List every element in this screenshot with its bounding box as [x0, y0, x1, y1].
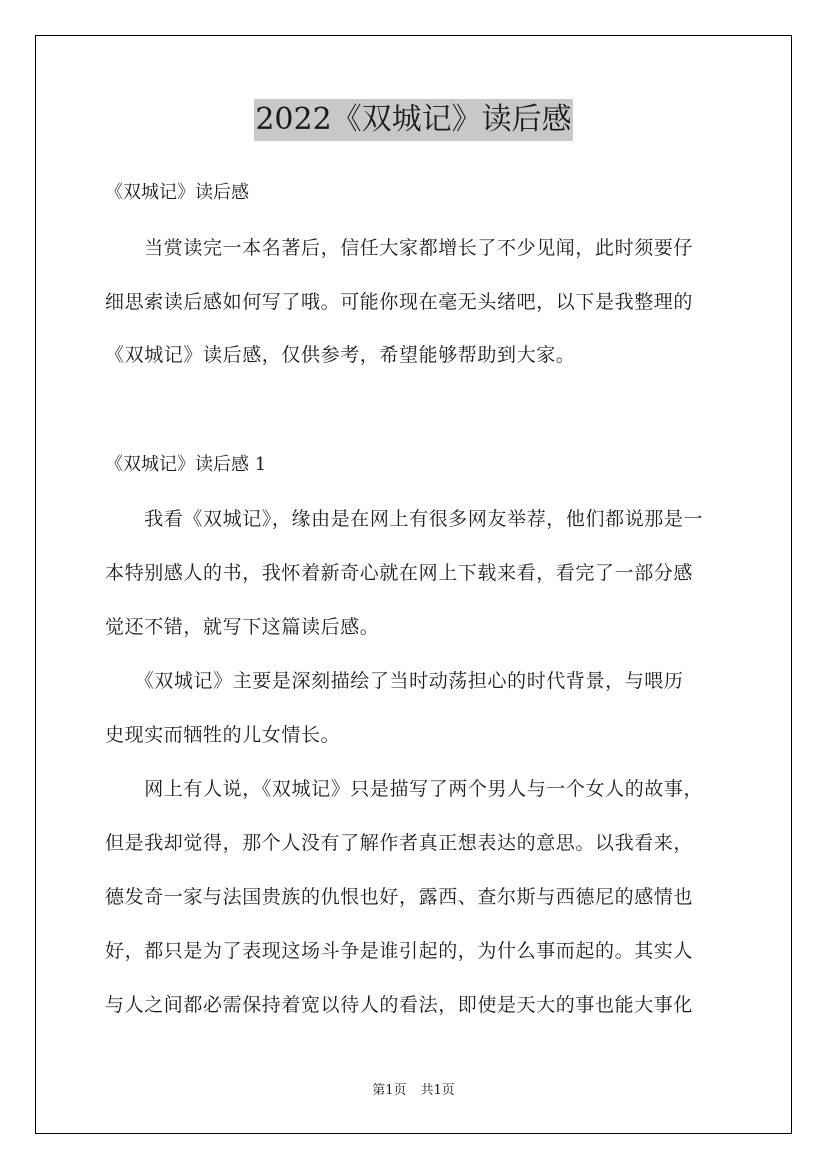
page-number: 第1页: [372, 1083, 407, 1098]
body-line: 德发奇一家与法国贵族的仇恨也好，露西、查尔斯与西德尼的感情也: [105, 886, 694, 908]
document-title: 2022《双城记》读后感: [254, 99, 572, 141]
body-line: 本特别感人的书，我怀着新奇心就在网上下载来看，看完了一部分感: [105, 562, 694, 584]
page-total: 共1页: [420, 1083, 455, 1098]
section-heading: 《双城记》读后感 1: [105, 454, 267, 475]
intro-heading: 《双城记》读后感: [105, 182, 249, 203]
body-line: 好，都只是为了表现这场斗争是谁引起的，为什么事而起的。其实人: [105, 940, 694, 962]
body-line: 觉还不错，就写下这篇读后感。: [105, 616, 380, 638]
body-line: 网上有人说，《双城记》只是描写了两个男人与一个女人的故事，: [105, 778, 704, 800]
intro-line: 细思索读后感如何写了哦。可能你现在毫无头绪吧，以下是我整理的: [105, 291, 694, 313]
intro-line: 当赏读完一本名著后，信任大家都增长了不少见闻，此时须要仔: [105, 237, 694, 259]
intro-line: 《双城记》读后感，仅供参考，希望能够帮助到大家。: [105, 344, 576, 366]
body-line: 与人之间都必需保持着宽以待人的看法，即使是天大的事也能大事化: [105, 994, 694, 1016]
body-line: 但是我却觉得，那个人没有了解作者真正想表达的意思。以我看来，: [105, 832, 694, 854]
body-line: 史现实而牺牲的儿女情长。: [105, 724, 341, 746]
body-line: 《双城记》主要是深刻描绘了当时动荡担心的时代背景，与喂历: [105, 670, 684, 692]
body-line: 我看《双城记》，缘由是在网上有很多网友举荐，他们都说那是一: [105, 508, 704, 530]
title-container: [0, 99, 827, 141]
page-footer: [0, 1082, 827, 1100]
